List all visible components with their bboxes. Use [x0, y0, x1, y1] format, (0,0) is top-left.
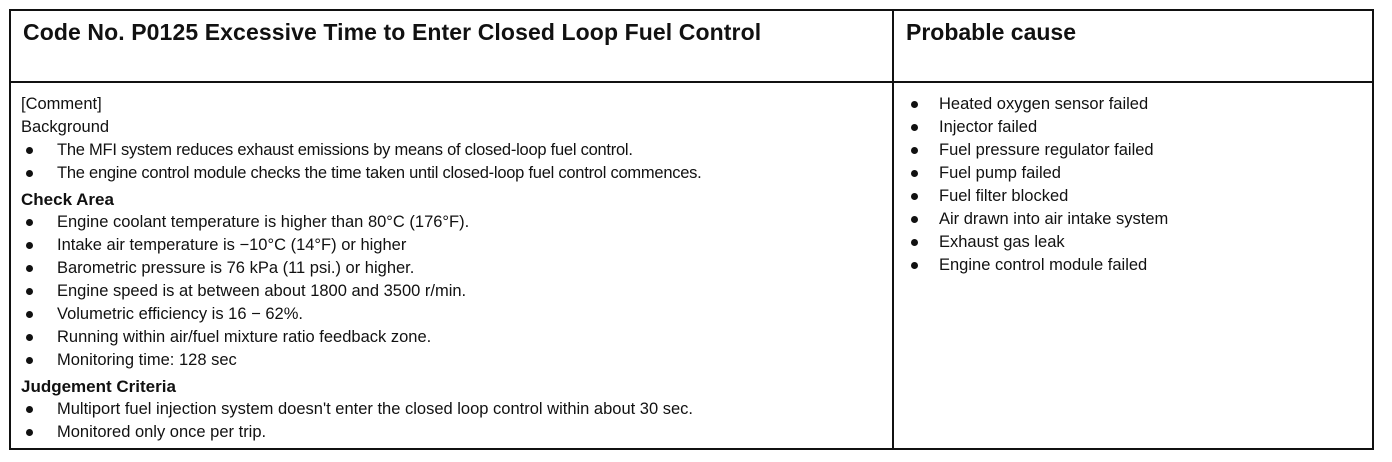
- check-area-item: Running within air/fuel mixture ratio feedback zone.: [21, 326, 887, 349]
- check-area-item: Monitoring time: 128 sec: [21, 349, 887, 372]
- judgement-item: Monitored only once per trip.: [21, 421, 887, 444]
- probable-cause-list: [906, 93, 1366, 277]
- probable-cause-cell: [906, 93, 1366, 277]
- header-divider: [11, 81, 1372, 83]
- probable-cause-item: Fuel filter blocked: [906, 185, 1366, 208]
- background-item: The engine control module checks the time taken until closed-loop fuel control commences.: [21, 162, 887, 185]
- description-cell: [21, 93, 887, 444]
- check-area-heading: Check Area: [21, 190, 114, 209]
- probable-cause-item: Air drawn into air intake system: [906, 208, 1366, 231]
- probable-cause-item: Fuel pump failed: [906, 162, 1366, 185]
- check-area-item: Barometric pressure is 76 kPa (11 psi.) or higher.: [21, 257, 887, 280]
- background-label: Background: [21, 118, 110, 136]
- check-area-list: [21, 211, 887, 372]
- diagnostic-table: [9, 9, 1374, 450]
- probable-cause-heading: Probable cause: [906, 19, 1077, 45]
- probable-cause-item: Engine control module failed: [906, 254, 1366, 277]
- probable-cause-item: Heated oxygen sensor failed: [906, 93, 1366, 116]
- check-area-item: Volumetric efficiency is 16 − 62%.: [21, 303, 887, 326]
- check-area-item: Engine speed is at between about 1800 and 3500 r/min.: [21, 280, 887, 303]
- judgement-item: Multiport fuel injection system doesn't enter the closed loop control within about 30 sec.: [21, 398, 887, 421]
- check-area-item: Engine coolant temperature is higher than 80°C (176°F).: [21, 211, 887, 234]
- check-area-item: Intake air temperature is −10°C (14°F) or higher: [21, 234, 887, 257]
- background-list: [21, 139, 887, 185]
- probable-cause-item: Exhaust gas leak: [906, 231, 1366, 254]
- code-title: Code No. P0125 Excessive Time to Enter Closed Loop Fuel Control: [23, 19, 762, 45]
- comment-label: [Comment]: [21, 95, 102, 113]
- judgement-criteria-list: [21, 398, 887, 444]
- background-item: The MFI system reduces exhaust emissions by means of closed-loop fuel control.: [21, 139, 887, 162]
- probable-cause-item: Fuel pressure regulator failed: [906, 139, 1366, 162]
- judgement-criteria-heading: Judgement Criteria: [21, 377, 176, 396]
- probable-cause-item: Injector failed: [906, 116, 1366, 139]
- column-divider: [892, 11, 894, 448]
